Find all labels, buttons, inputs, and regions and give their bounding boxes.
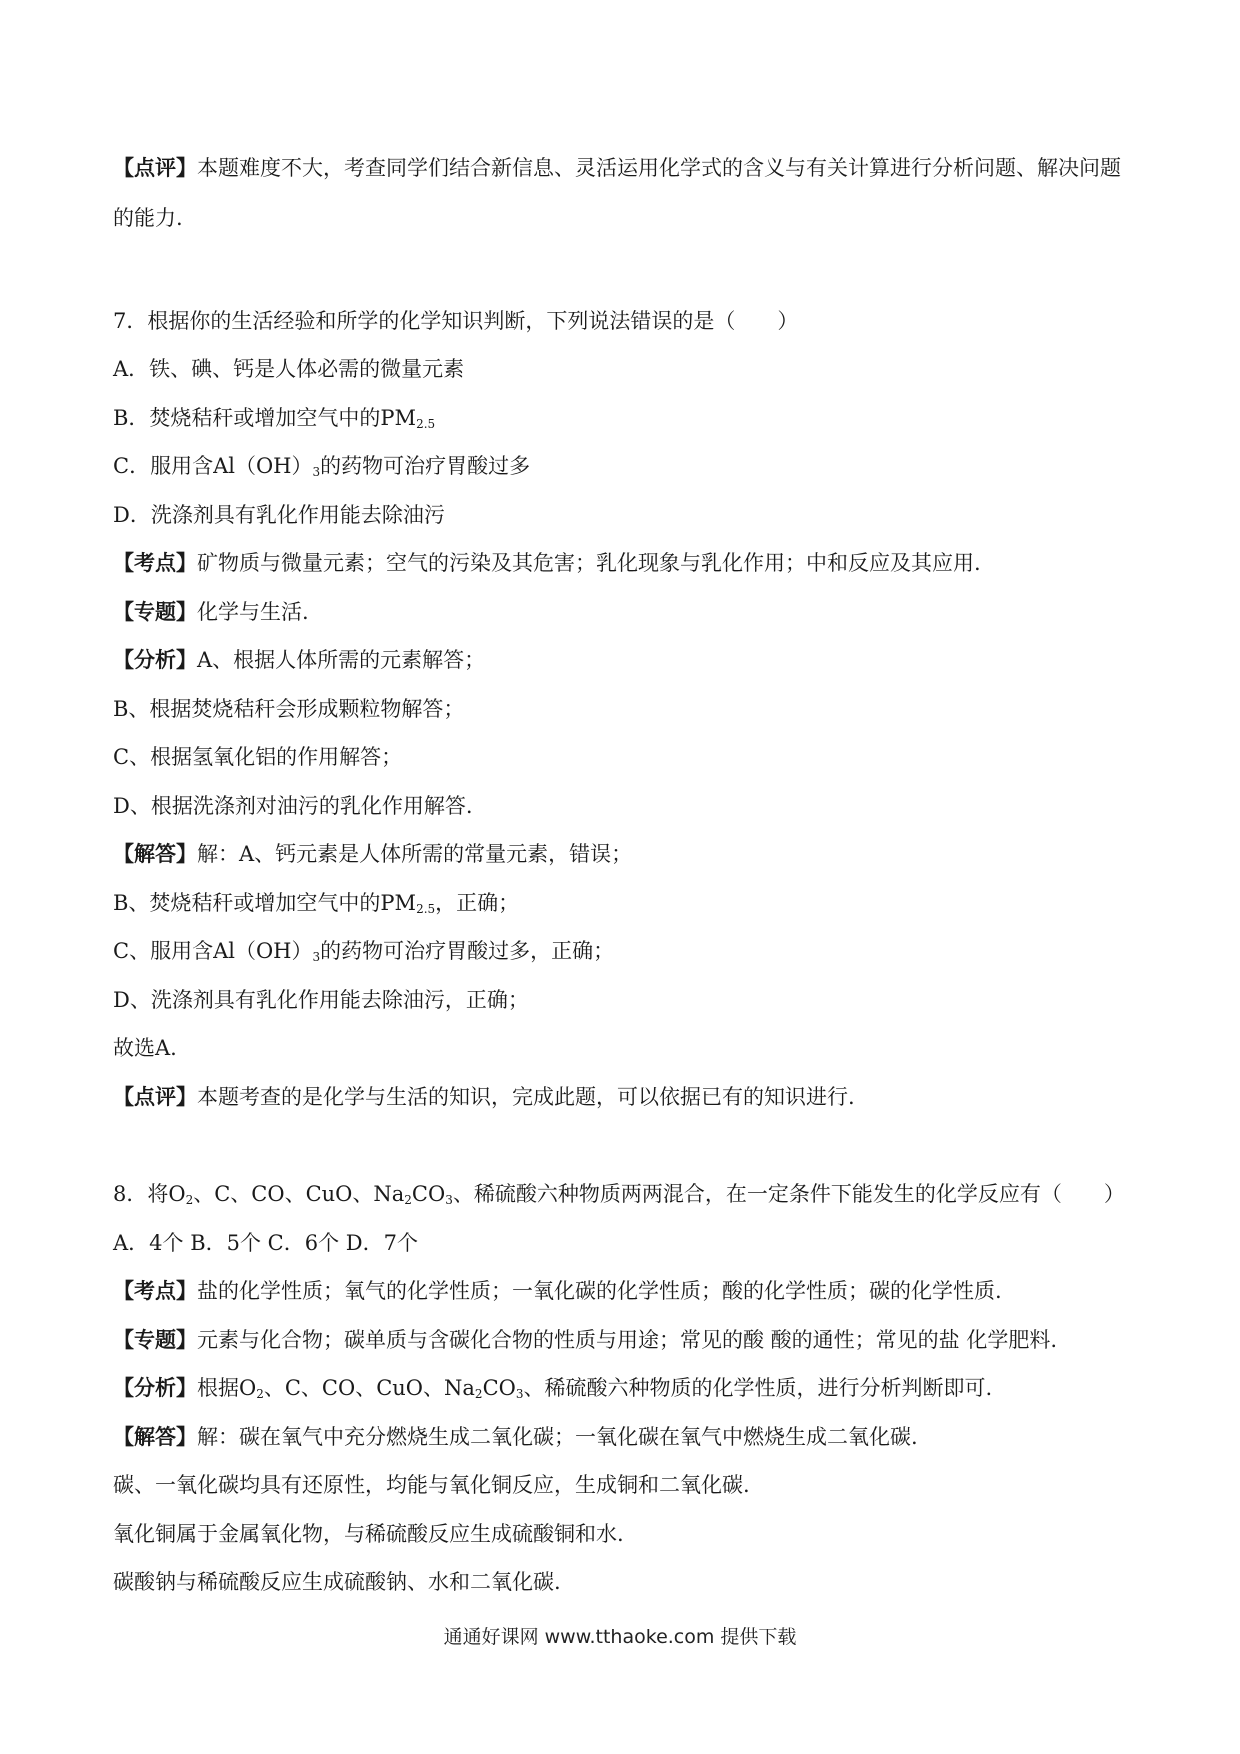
q7-fenxi-d: D、根据洗涤剂对油污的乳化作用解答.	[113, 794, 473, 818]
q7-fenxi	[113, 646, 1133, 674]
q6-comment	[113, 143, 1133, 243]
comment-tag: 【点评】	[113, 155, 197, 180]
jieda-tag: 【解答】	[113, 1424, 197, 1449]
q7-option-c	[113, 452, 1133, 480]
q8-stem	[113, 1180, 1133, 1208]
q8-fenxi-2: 、C、CO、CuO、Na	[263, 1376, 475, 1400]
jieda-a: 解：A、钙元素是人体所需的常量元素，错误；	[197, 842, 633, 866]
jieda-b-sub: 2.5	[416, 902, 436, 916]
dianping-tag: 【点评】	[113, 1084, 197, 1109]
q7-zhuanti	[113, 598, 1133, 626]
q8-stem-1: 8．将O	[113, 1182, 186, 1206]
q8-fenxi-sub1: 2	[256, 1387, 264, 1401]
fenxi-tag: 【分析】	[113, 1375, 197, 1400]
q7-option-c-pre: C．服用含Al（OH）	[113, 454, 313, 478]
q7-kaodian	[113, 549, 1133, 577]
dianping-text: 本题考查的是化学与生活的知识，完成此题，可以依据已有的知识进行.	[197, 1085, 855, 1109]
q7-jieda-b	[113, 889, 1133, 917]
q7-jieda-c	[113, 937, 1133, 965]
q7-option-b-sub: 2.5	[416, 417, 436, 431]
q7-fenxi-b: B、根据焚烧秸秆会形成颗粒物解答；	[113, 697, 465, 721]
q7-stem: 7．根据你的生活经验和所学的化学知识判断，下列说法错误的是（ ）	[113, 309, 799, 333]
q7-jieda-d: D、洗涤剂具有乳化作用能去除油污，正确；	[113, 988, 529, 1012]
q7-jieda	[113, 840, 1133, 868]
q7-dianping	[113, 1083, 1133, 1111]
kaodian-text: 盐的化学性质；氧气的化学性质；一氧化碳的化学性质；酸的化学性质；碳的化学性质.	[197, 1279, 1002, 1303]
q8-jieda-4: 碳酸钠与稀硫酸反应生成硫酸钠、水和二氧化碳.	[113, 1570, 561, 1594]
fenxi-tag: 【分析】	[113, 647, 197, 672]
kaodian-tag: 【考点】	[113, 550, 197, 575]
q8-stem-sub1: 2	[185, 1193, 194, 1207]
q7-option-c-sub: 3	[312, 465, 321, 479]
q7-option-b	[113, 404, 1133, 432]
q8-jieda	[113, 1423, 1133, 1451]
zhuanti-tag: 【专题】	[113, 599, 197, 624]
fenxi-a: A、根据人体所需的元素解答；	[197, 648, 486, 672]
q8-stem-sub2: 2	[404, 1193, 412, 1207]
jieda-b-pre: B、焚烧秸秆或增加空气中的PM	[113, 891, 417, 915]
q7-option-a: A．铁、碘、钙是人体必需的微量元素	[113, 357, 465, 381]
jieda-b-post: ，正确；	[435, 891, 520, 915]
jieda-c-sub: 3	[312, 950, 321, 964]
zhuanti-text: 化学与生活.	[197, 600, 309, 624]
q8-fenxi-sub2: 2	[474, 1387, 483, 1401]
kaodian-text: 矿物质与微量元素；空气的污染及其危害；乳化现象与乳化作用；中和反应及其应用.	[197, 551, 981, 575]
kaodian-tag: 【考点】	[113, 1278, 197, 1303]
zhuanti-text: 元素与化合物；碳单质与含碳化合物的性质与用途；常见的酸 酸的通性；常见的盐 化学肥料.	[197, 1328, 1058, 1352]
q8-fenxi-3: CO	[482, 1376, 516, 1400]
q7-option-c-post: 的药物可治疗胃酸过多	[320, 454, 531, 478]
jieda-tag: 【解答】	[113, 841, 197, 866]
zhuanti-tag: 【专题】	[113, 1327, 197, 1352]
q8-stem-sub3: 3	[445, 1193, 453, 1207]
q8-stem-2: 、C、CO、CuO、Na	[193, 1182, 405, 1206]
q8-fenxi-1: 根据O	[197, 1376, 257, 1400]
q8-fenxi-sub3: 3	[515, 1387, 524, 1401]
q8-zhuanti	[113, 1326, 1133, 1354]
q8-stem-4: 、稀硫酸六种物质两两混合，在一定条件下能发生的化学反应有（ ）	[452, 1182, 1125, 1206]
q8-kaodian	[113, 1277, 1133, 1305]
jieda-1: 解：碳在氧气中充分燃烧生成二氧化碳；一氧化碳在氧气中燃烧生成二氧化碳.	[197, 1425, 918, 1449]
q7-option-d: D．洗涤剂具有乳化作用能去除油污	[113, 503, 445, 527]
q8-fenxi-4: 、稀硫酸六种物质的化学性质，进行分析判断即可.	[523, 1376, 993, 1400]
q7-fenxi-c: C、根据氢氧化铝的作用解答；	[113, 745, 403, 769]
jieda-c-post: 的药物可治疗胃酸过多，正确；	[320, 939, 615, 963]
q8-jieda-3: 氧化铜属于金属氧化物，与稀硫酸反应生成硫酸铜和水.	[113, 1522, 624, 1546]
q8-stem-3: CO	[411, 1182, 446, 1206]
q7-option-b-text: B．焚烧秸秆或增加空气中的PM	[113, 406, 417, 430]
comment-text: 本题难度不大，考查同学们结合新信息、灵活运用化学式的含义与有关计算进行分析问题、解决问题的能力.	[113, 156, 1121, 230]
q8-fenxi	[113, 1374, 1133, 1402]
page-footer: 通通好课网 www.tthaoke.com 提供下载	[443, 1626, 797, 1648]
q8-jieda-2: 碳、一氧化碳均具有还原性，均能与氧化铜反应，生成铜和二氧化碳.	[113, 1473, 750, 1497]
q7-answer: 故选A.	[113, 1036, 177, 1060]
q8-options: A．4个 B．5个 C．6个 D．7个	[113, 1231, 418, 1255]
jieda-c-pre: C、服用含Al（OH）	[113, 939, 313, 963]
